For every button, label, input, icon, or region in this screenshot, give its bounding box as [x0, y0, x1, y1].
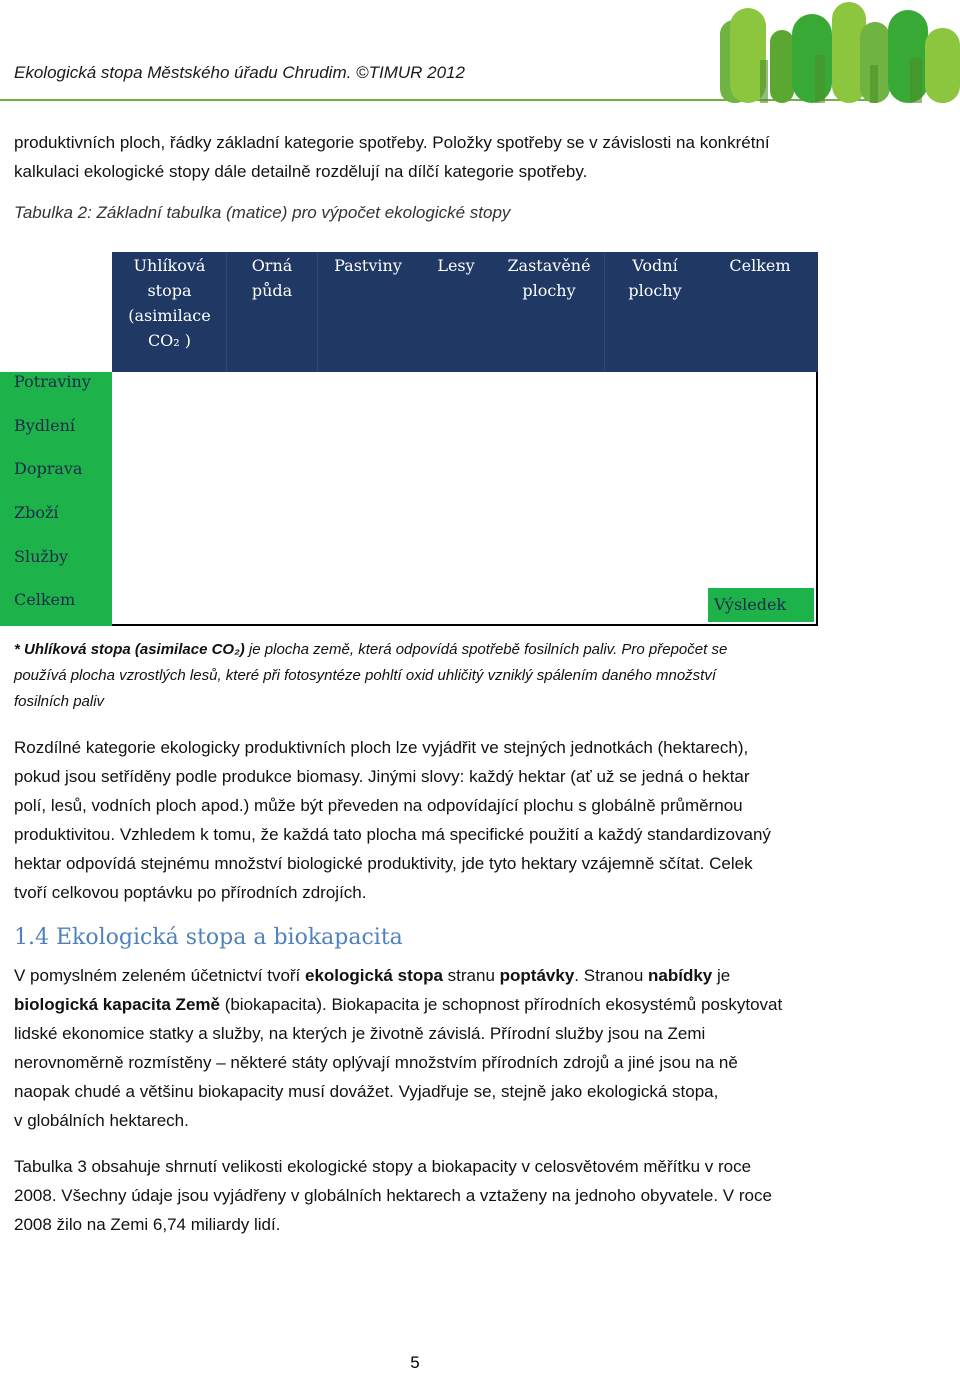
col-header-water: [605, 252, 705, 373]
carbon-footprint-note: [14, 637, 864, 715]
paragraph-line: 2008 žilo na Zemi 6,74 miliardy lidí.: [14, 1215, 281, 1234]
col-header-line: plochy: [522, 281, 576, 300]
note-term: * Uhlíková stopa (asimilace CO₂): [14, 641, 245, 658]
paragraph-line: Rozdílné kategorie ekologicky produktivních ploch lze vyjádřit ve stejných jednotkách (hektarech),: [14, 738, 749, 757]
paragraph-line: polí, lesů, vodních ploch apod.) může být převeden na odpovídající plochu s globálně průměrnou: [14, 796, 743, 815]
intro-line-1: produktivních ploch, řádky základní kategorie spotřeby. Položky spotřeby se v závislosti na konkrétní: [14, 133, 770, 152]
text-run-bold: poptávky: [499, 966, 575, 985]
text-run: stranu: [442, 966, 500, 985]
note-text: používá plocha vzrostlých lesů, které při fotosyntéze pohltí oxid uhličitý vzniklý spálením daného množství: [14, 667, 717, 684]
paragraph-line: tvoří celkovou poptávku po přírodních zdrojích.: [14, 883, 367, 902]
paragraph-line: Tabulka 3 obsahuje shrnutí velikosti ekologické stopy a biokapacity v celosvětovém měřítku v roce: [14, 1157, 752, 1176]
col-header-line: Zastavěné: [507, 256, 591, 275]
paragraph-line: lidské ekonomice statky a služby, na kterých je životně závislá. Přírodní služby jsou na Zemi: [14, 1024, 706, 1043]
col-header-line: (asimilace: [128, 306, 211, 325]
col-header-line: Pastviny: [334, 256, 402, 275]
paragraph-line: nerovnoměrně rozmístěny – některé státy oplývají množstvím přírodních zdrojů a jiné jsou na ně: [14, 1053, 738, 1072]
col-header-carbon: [112, 252, 227, 373]
text-run-bold: ekologická stopa: [305, 966, 443, 985]
paragraph-line: v globálních hektarech.: [14, 1111, 189, 1130]
row-header-services: Služby: [14, 547, 69, 566]
intro-line-2: kalkulaci ekologické stopy dále detailně rozdělují na dílčí kategorie spotřeby.: [14, 162, 588, 181]
text-run: je: [712, 966, 731, 985]
paragraph-line: naopak chudé a většinu biokapacity musí dovážet. Vyjadřuje se, stejně jako ekologická stopa,: [14, 1082, 719, 1101]
row-header-goods: Zboží: [14, 503, 59, 522]
col-header-line: Celkem: [729, 256, 791, 275]
paragraph-line: 2008. Všechny údaje jsou vyjádřeny v globálních hektarech a vztaženy na jednoho obyvatele. V roce: [14, 1186, 772, 1205]
col-header-line: plochy: [628, 281, 682, 300]
table-corner: [0, 252, 112, 372]
page-number: 5: [410, 1353, 420, 1372]
section-heading: 1.4 Ekologická stopa a biokapacita: [14, 925, 403, 950]
col-header-total: [705, 252, 815, 373]
paragraph-line: produktivitou. Vzhledem k tomu, že každá tato plocha má specifické použití a každý standardizovaný: [14, 825, 771, 844]
col-header-line: Lesy: [437, 256, 475, 275]
text-run: V pomyslném zeleném účetnictví tvoří: [14, 966, 306, 985]
paragraph-line: pokud jsou setříděny podle produkce biomasy. Jinými slovy: každý hektar (ať už se jedná o hektar: [14, 767, 750, 786]
ecological-footprint-matrix: [0, 252, 818, 626]
col-header-line: Uhlíková: [133, 256, 206, 275]
col-header-line: CO₂ ): [147, 331, 192, 350]
table-row-headers: [0, 372, 112, 626]
paragraph-line: [14, 961, 730, 990]
col-header-forest: [418, 252, 494, 373]
row-header-transport: Doprava: [14, 459, 83, 478]
col-header-line: půda: [251, 281, 293, 300]
col-header-line: Vodní: [632, 256, 678, 275]
text-run: (biokapacita). Biokapacita je schopnost přírodních ekosystémů poskytovat: [219, 995, 783, 1014]
col-header-pasture: [318, 252, 418, 373]
col-header-arable: [227, 252, 317, 373]
running-header: Ekologická stopa Městského úřadu Chrudim. ©TIMUR 2012: [14, 63, 465, 82]
row-header-total: Celkem: [14, 590, 76, 609]
text-run-bold: biologická kapacita Země: [14, 995, 220, 1014]
text-run: . Stranou: [574, 966, 649, 985]
row-header-housing: Bydlení: [14, 416, 76, 435]
col-header-built-up: [494, 252, 604, 373]
paragraph-line: [14, 990, 782, 1019]
table-header-row: [112, 252, 818, 372]
paragraph-line: hektar odpovídá stejnému množství biologické produktivity, jde tyto hektary vzájemně sčítat. Celek: [14, 854, 753, 873]
col-header-line: Orná: [251, 256, 293, 275]
note-text: fosilních paliv: [14, 693, 105, 710]
row-header-food: Potraviny: [14, 372, 91, 391]
result-cell: Výsledek: [708, 588, 814, 622]
city-logo-graphic: [720, 0, 960, 103]
text-run-bold: nabídky: [648, 966, 713, 985]
col-header-line: stopa: [147, 281, 192, 300]
note-text: je plocha země, která odpovídá spotřebě fosilních paliv. Pro přepočet se: [244, 641, 728, 658]
table-caption: Tabulka 2: Základní tabulka (matice) pro výpočet ekologické stopy: [14, 203, 511, 222]
